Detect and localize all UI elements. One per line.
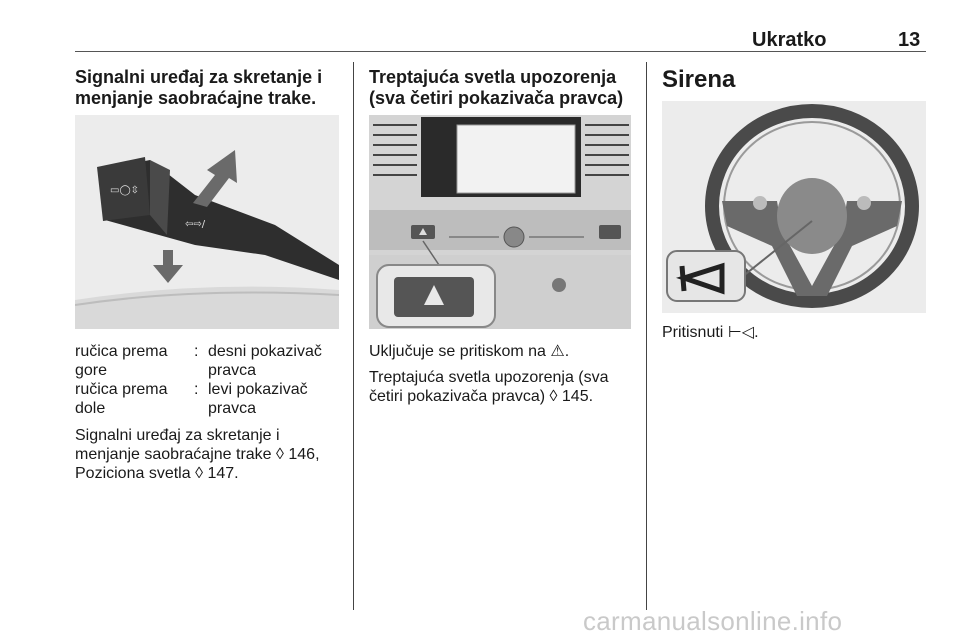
turn-signal-lever-figure: [75, 115, 339, 329]
svg-text:⇦⇨/: ⇦⇨/: [185, 219, 206, 230]
hazard-lights-text: Uključuje se pritiskom na ⚠. Treptajuća svetla upozorenja (sva četiri pokazivača pravca) ◊ 145.: [369, 343, 609, 405]
horn-heading: Sirena: [662, 66, 736, 93]
column-divider-1: [353, 62, 354, 610]
hazard-triangle-icon: ⚠: [550, 343, 565, 360]
page-reference-icon: ◊: [276, 446, 284, 463]
page-reference-icon: ◊: [549, 388, 558, 405]
running-header-section: Ukratko: [752, 29, 827, 51]
table-row: ručica prema gore : desni pokazivač pravca: [75, 343, 322, 379]
horn-text: Pritisnuti ⊢◁.: [662, 324, 759, 341]
page-reference-link[interactable]: 147.: [207, 465, 239, 482]
steering-wheel-illustration: [662, 101, 926, 313]
page-number: 13: [898, 29, 921, 51]
watermark: carmanualsonline.info: [583, 606, 843, 636]
hazard-switch-figure: [369, 115, 631, 329]
page-reference-icon: ◊: [195, 465, 203, 482]
dashboard-illustration: [369, 115, 631, 329]
hazard-lights-heading: Treptajuća svetla upozorenja (sva četiri pokazivača pravca): [369, 67, 624, 108]
horn-icon: ⊢◁: [727, 324, 755, 341]
lever-function-table: [75, 342, 345, 418]
svg-text:▭◯⇳: ▭◯⇳: [110, 185, 140, 196]
page-reference-link[interactable]: 146,: [288, 446, 320, 463]
turn-signal-heading: Signalni uređaj za skretanje i menjanje saobraćajne trake.: [75, 67, 323, 108]
header-rule: [75, 51, 926, 52]
table-row: ručica prema dole : levi pokazivač pravca: [75, 381, 308, 417]
column-divider-2: [646, 62, 647, 610]
page-reference-link[interactable]: 145.: [561, 388, 594, 405]
horn-figure: [662, 101, 926, 313]
turn-signal-paragraph: Signalni uređaj za skretanje i menjanje saobraćajne trake ◊ 146, Poziciona svetla ◊ 147.: [75, 427, 320, 482]
turn-signal-lever-illustration: [75, 115, 339, 329]
